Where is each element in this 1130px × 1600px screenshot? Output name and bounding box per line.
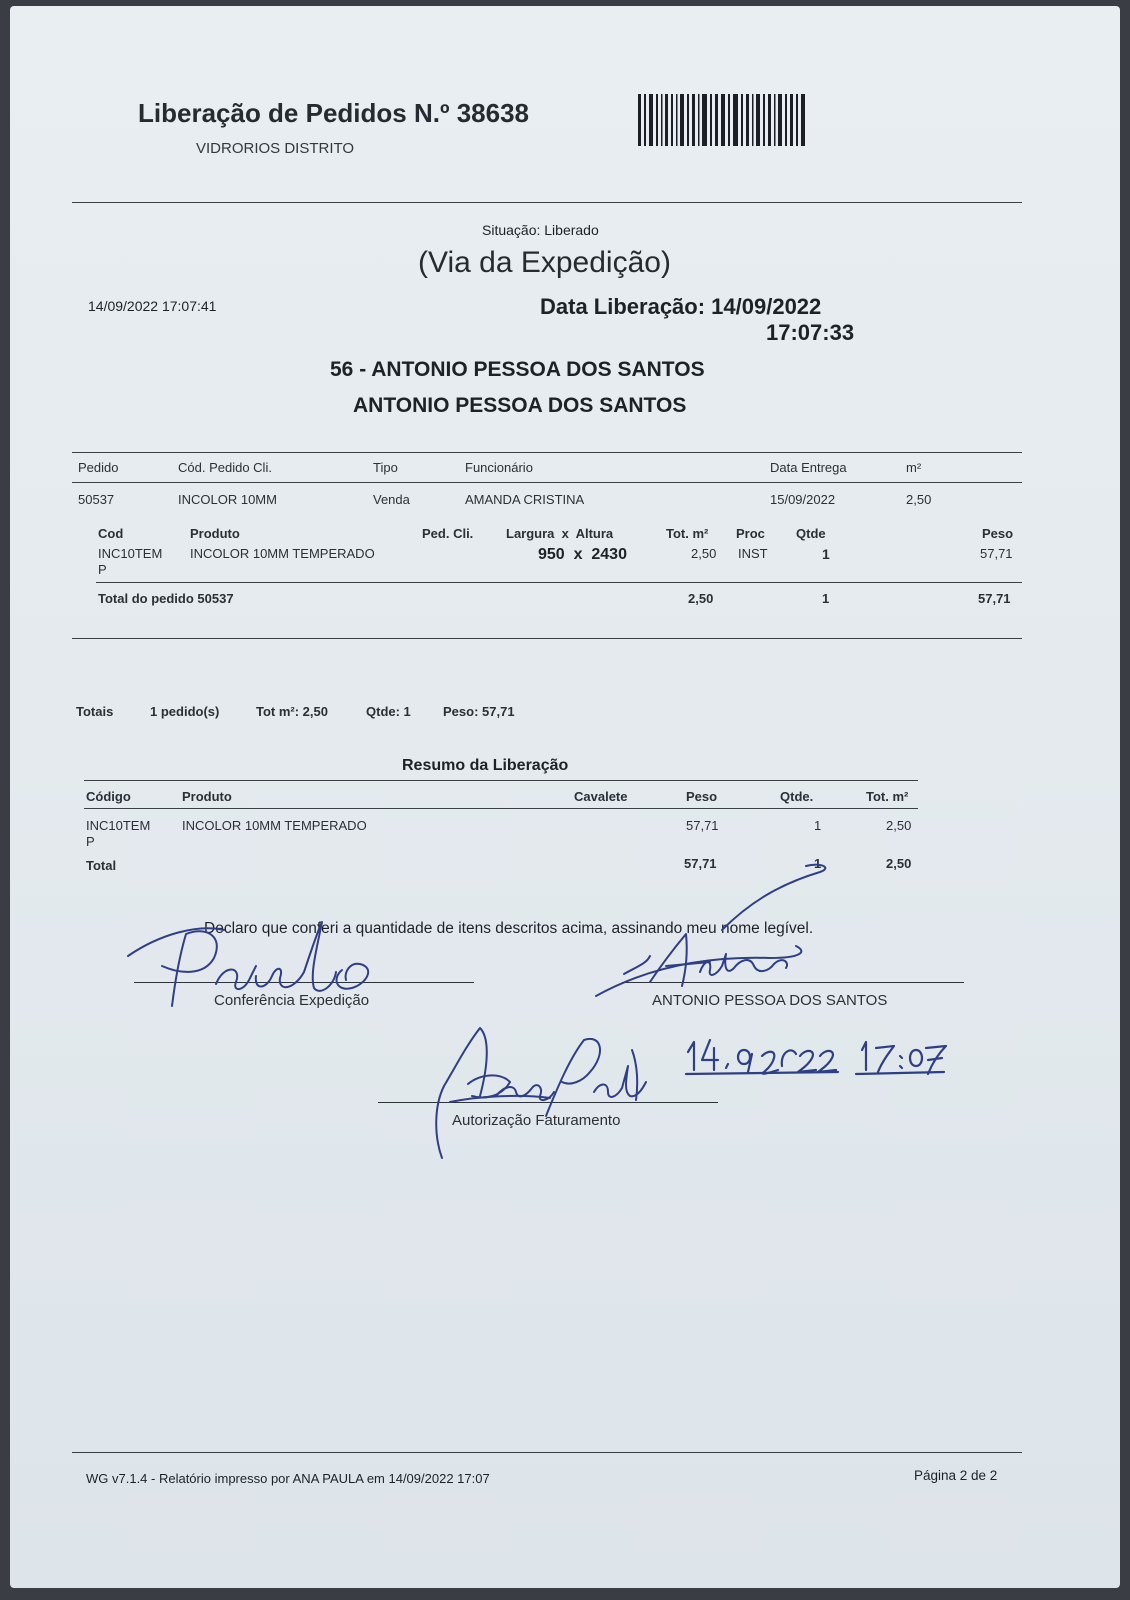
signature-ana-paula — [436, 1028, 646, 1158]
item-peso: 57,71 — [980, 546, 1013, 561]
signature-line-conferencia — [134, 982, 474, 983]
resumo-col-tot-m2: Tot. m² — [866, 789, 909, 804]
conferencia-label: Conferência Expedição — [214, 992, 370, 1009]
col-cod-pedido-cli: Cód. Pedido Cli. — [178, 460, 272, 475]
item-cod: INC10TEM — [98, 546, 163, 561]
resumo-codigo: INC10TEM — [86, 818, 151, 833]
totals-qtde: Qtde: 1 — [366, 704, 411, 719]
cliente-sign-label: ANTONIO PESSOA DOS SANTOS — [652, 992, 888, 1009]
totals-pedidos: 1 pedido(s) — [150, 704, 220, 719]
item-proc: INST — [738, 546, 768, 561]
col-data-entrega: Data Entrega — [770, 460, 847, 475]
col-funcionario: Funcionário — [465, 460, 533, 475]
declaration-text: Declaro que conferi a quantidade de itens descritos acima, assinando meu nome legível. — [204, 920, 814, 937]
resumo-col-peso: Peso — [686, 789, 718, 804]
via-label: (Via da Expedição) — [418, 246, 671, 279]
signature-line-cliente — [622, 982, 964, 983]
col-pedido: Pedido — [78, 460, 119, 475]
order-total-label: Total do pedido 50537 — [98, 591, 234, 606]
header-divider — [72, 202, 1022, 203]
item-total-divider — [96, 582, 1022, 583]
resumo-total-peso: 57,71 — [684, 856, 717, 871]
item-cod-cont: P — [98, 562, 107, 577]
handwritten-ink — [10, 6, 1120, 1588]
order-m2: 2,50 — [906, 492, 932, 507]
resumo-total-qtde: 1 — [814, 856, 822, 871]
order-total-qtde: 1 — [822, 591, 830, 606]
item-col-proc: Proc — [736, 526, 765, 541]
order-data-entrega: 15/09/2022 — [770, 492, 836, 507]
resumo-tot-m2: 2,50 — [886, 818, 912, 833]
order-table-top — [72, 452, 1022, 453]
footer-print-info: WG v7.1.4 - Relatório impresso por ANA PAULA em 14/09/2022 17:07 — [86, 1471, 490, 1486]
resumo-col-qtde: Qtde. — [780, 789, 814, 804]
item-col-tot-m2: Tot. m² — [666, 526, 709, 541]
order-cod-pedido-cli: INCOLOR 10MM — [178, 492, 277, 507]
resumo-top — [84, 780, 918, 781]
item-dimensions: 950 x 2430 — [538, 546, 627, 563]
autorizacao-label: Autorização Faturamento — [452, 1112, 621, 1129]
client-name: ANTONIO PESSOA DOS SANTOS — [353, 394, 687, 417]
item-col-qtde: Qtde — [796, 526, 826, 541]
data-liberacao-time: 17:07:33 — [766, 320, 855, 345]
col-m2: m² — [906, 460, 922, 475]
totals-tot-m2: Tot m²: 2,50 — [256, 704, 328, 719]
situacao-label: Situação: Liberado — [482, 222, 599, 238]
signature-line-autorizacao — [378, 1102, 718, 1103]
client-code-name: 56 - ANTONIO PESSOA DOS SANTOS — [330, 358, 705, 381]
item-col-cod: Cod — [98, 526, 124, 541]
resumo-peso: 57,71 — [686, 818, 719, 833]
resumo-title: Resumo da Liberação — [402, 757, 569, 774]
resumo-header-divider — [84, 808, 918, 809]
order-total-m2: 2,50 — [688, 591, 714, 606]
handwritten-date — [686, 1040, 946, 1074]
item-col-largura-altura: Largura x Altura — [506, 526, 614, 541]
page-number: Página 2 de 2 — [914, 1468, 998, 1483]
order-pedido: 50537 — [78, 492, 115, 507]
order-header-divider — [72, 482, 1022, 483]
document-page — [10, 6, 1120, 1588]
col-tipo: Tipo — [373, 460, 398, 475]
company-name: VIDRORIOS DISTRITO — [196, 140, 355, 157]
resumo-codigo-cont: P — [86, 834, 95, 849]
order-tipo: Venda — [373, 492, 410, 507]
footer-divider — [72, 1452, 1022, 1453]
resumo-col-codigo: Código — [86, 789, 131, 804]
resumo-col-cavalete: Cavalete — [574, 789, 628, 804]
totals-peso: Peso: 57,71 — [443, 704, 515, 719]
resumo-qtde: 1 — [814, 818, 822, 833]
item-produto: INCOLOR 10MM TEMPERADO — [190, 546, 375, 561]
barcode — [638, 94, 808, 146]
item-col-produto: Produto — [190, 526, 240, 541]
resumo-col-produto: Produto — [182, 789, 232, 804]
item-col-peso: Peso — [982, 526, 1014, 541]
order-total-peso: 57,71 — [978, 591, 1011, 606]
resumo-total-tot-m2: 2,50 — [886, 856, 912, 871]
resumo-produto: INCOLOR 10MM TEMPERADO — [182, 818, 367, 833]
order-funcionario: AMANDA CRISTINA — [465, 492, 585, 507]
document-title: Liberação de Pedidos N.º 38638 — [138, 98, 529, 128]
item-qtde: 1 — [822, 546, 830, 562]
order-table-bottom — [72, 638, 1022, 639]
totals-label: Totais — [76, 704, 114, 719]
resumo-total-label: Total — [86, 858, 117, 873]
item-col-ped-cli: Ped. Cli. — [422, 526, 474, 541]
printed-at: 14/09/2022 17:07:41 — [88, 298, 217, 314]
data-liberacao: Data Liberação: 14/09/2022 — [540, 294, 822, 319]
item-tot-m2: 2,50 — [691, 546, 717, 561]
